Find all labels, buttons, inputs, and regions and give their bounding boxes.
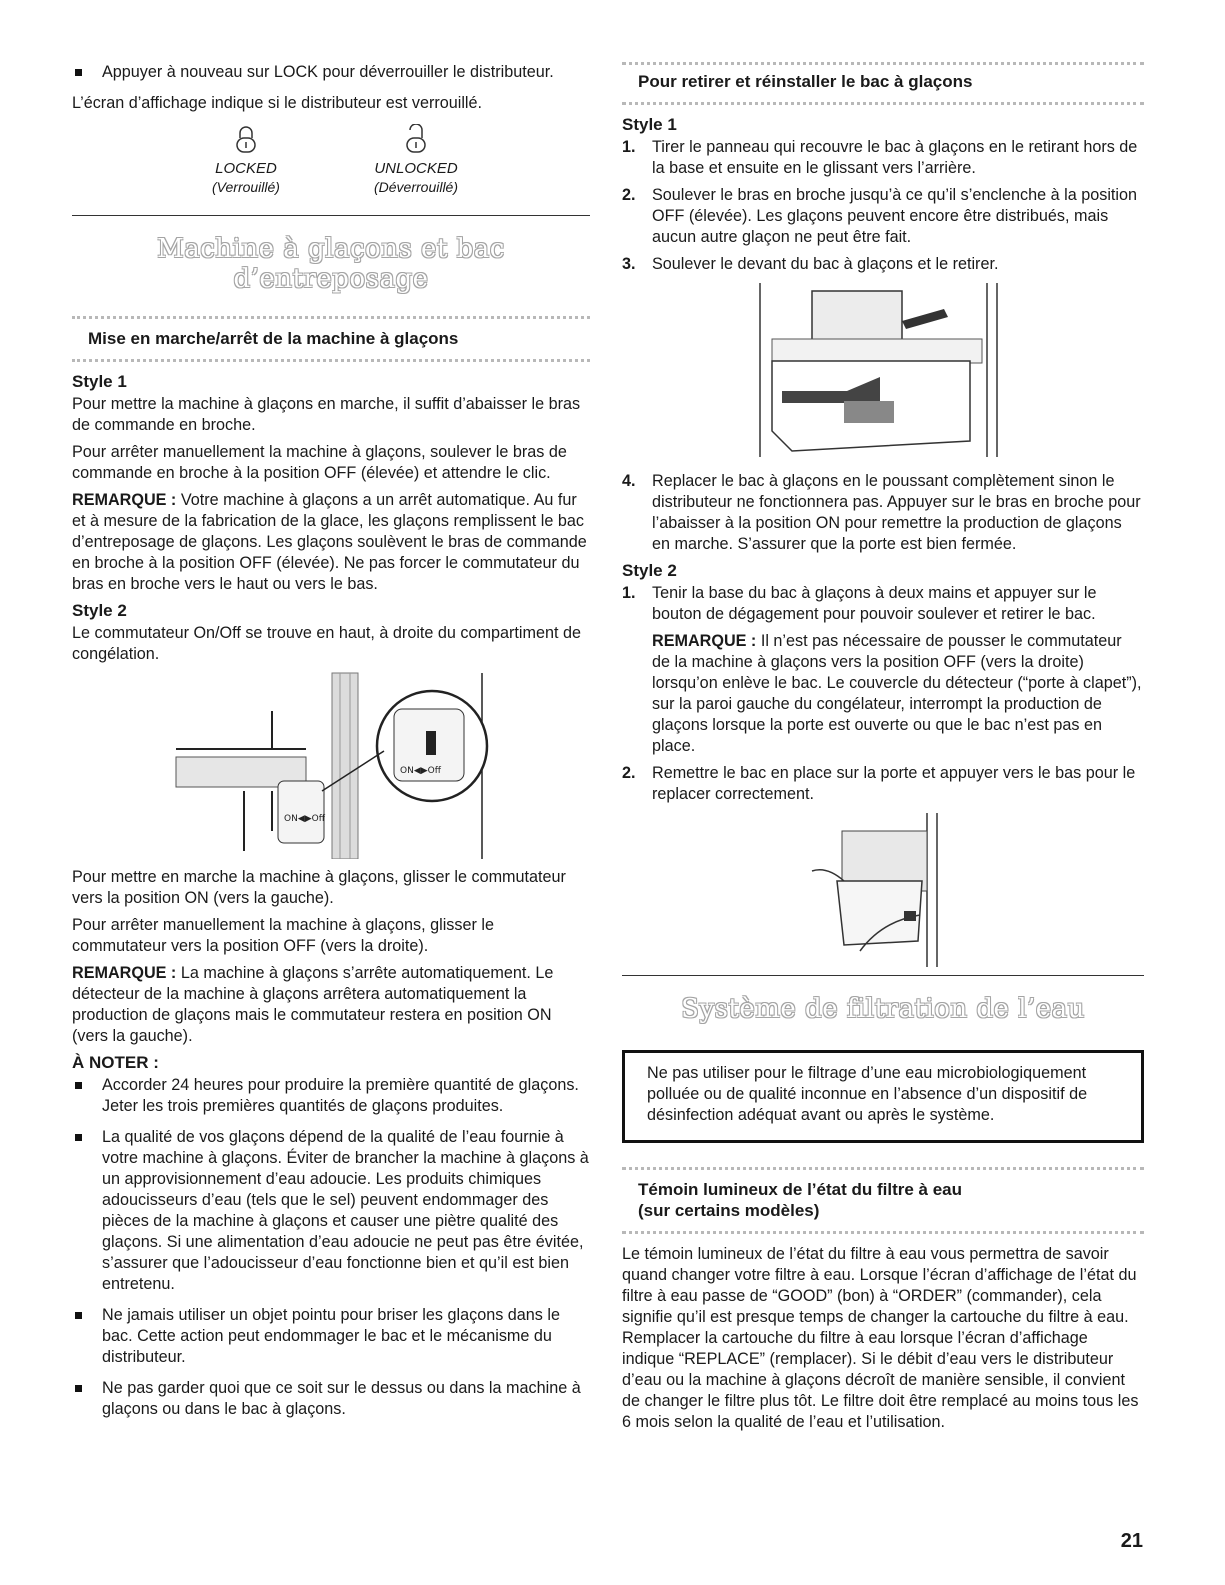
page-number: 21	[1120, 1530, 1143, 1552]
paragraph: Pour arrêter manuellement la machine à glaçons, soulever le bras de commande en broche à la position OFF (élevée) et attendre le clic.	[72, 443, 567, 482]
paragraph: L’écran d’affichage indique si le distributeur est verrouillé.	[72, 94, 483, 112]
unlocked-label: UNLOCKED	[374, 160, 458, 177]
bullet-square-icon	[75, 1082, 82, 1089]
step-item: 1. Tirer le panneau qui recouvre le bac à glaçons en le retirant hors de la base et ensuite en le glissant vers l’arrière.	[622, 138, 1138, 177]
paragraph: Pour mettre en marche la machine à glaçons, glisser le commutateur vers la position ON (vers la gauche).	[72, 868, 566, 907]
left-column	[72, 62, 590, 1430]
bullet-square-icon	[75, 1134, 82, 1141]
svg-text:ON◀▶Off: ON◀▶Off	[400, 766, 441, 776]
paragraph: Le commutateur On/Off se trouve en haut, à droite du compartiment de congélation.	[72, 624, 581, 663]
lock-status-icons	[72, 124, 590, 197]
locked-label: LOCKED	[215, 160, 277, 177]
a-noter-heading: À NOTER :	[72, 1053, 159, 1072]
style2-heading: Style 2	[72, 601, 127, 620]
style1-heading: Style 1	[72, 372, 127, 391]
ice-bin-style2-illustration	[622, 811, 1144, 969]
list-item: Accorder 24 heures pour produire la première quantité de glaçons. Jeter les trois premières quantités de glaçons produites.	[72, 1075, 590, 1117]
style2-heading: Style 2	[622, 561, 677, 580]
warning-text: Ne pas utiliser pour le filtrage d’une eau microbiologiquement polluée ou de qualité inconnue en l’absence d’un dispositif de désinfection adéquat avant ou après le système.	[647, 1064, 1088, 1124]
warning-box	[622, 1050, 1144, 1143]
unlocked-padlock-icon	[404, 124, 428, 154]
list-item: Ne pas garder quoi que ce soit sur le dessus ou dans la machine à glaçons ou dans le bac à glaçons.	[72, 1378, 590, 1420]
note-paragraph: REMARQUE : La machine à glaçons s’arrête automatiquement. Le détecteur de la machine à glaçons arrêtera automatiquement la production de glaçons mais le commutateur restera en position ON (vers la gauche).	[72, 964, 554, 1045]
step-item: 3. Soulever le devant du bac à glaçons et le retirer.	[622, 255, 999, 273]
style1-heading: Style 1	[622, 115, 677, 134]
locked-indicator	[191, 124, 301, 197]
note-paragraph: REMARQUE : Votre machine à glaçons a un arrêt automatique. Au fur et à mesure de la fabrication de la glace, les glaçons remplissent le bac d’entreposage de glaçons. Les glaçons soulèvent le bras de commande en broche à la position OFF (élevée). Ne pas forcer le commutateur du bras en broche vers le haut ou vers le bas.	[72, 491, 587, 593]
unlocked-indicator	[361, 124, 471, 197]
right-column	[622, 62, 1144, 1439]
subheading-remove-bin: Pour retirer et réinstaller le bac à glaçons	[622, 62, 1144, 105]
bullet-square-icon	[75, 69, 82, 76]
bullet-square-icon	[75, 1385, 82, 1392]
paragraph: Le témoin lumineux de l’état du filtre à eau vous permettra de savoir quand changer votre filtre à eau. Lorsque l’écran d’affichage de l’état du filtre à eau passe de “GOOD” (bon) à “ORDER” (commander), cela signifie qu’il est presque temps de changer la cartouche du filtre à eau. Remplacer la cartouche du filtre à eau lorsque l’écran d’affichage indique “REPLACE” (remplacer). Si le débit d’eau vers le distributeur d’eau ou la machine à glaçons décroît de manière sensible, il convient de changer le filtre plus tôt. Le filtre doit être remplacé au moins tous les 6 mois selon la qualité de l’eau et l’utilisation.	[622, 1245, 1139, 1431]
list-item: Ne jamais utiliser un objet pointu pour briser les glaçons dans le bac. Cette action peut endommager le bac et le mécanisme du distributeur.	[72, 1305, 590, 1368]
unlocked-sub-label: (Déverrouillé)	[373, 179, 459, 195]
svg-text:ON◀▶Off: ON◀▶Off	[284, 814, 325, 824]
subheading-filter-status: Témoin lumineux de l’état du filtre à eau (sur certains modèles)	[622, 1167, 1144, 1234]
note-paragraph: REMARQUE : Il n’est pas nécessaire de pousser le commutateur de la machine à glaçons vers la position OFF (vers la droite) lorsqu’on enlève le bac. Le couvercle du détecteur (“porte à clapet”), sur la paroi gauche du congélateur, interrompt la production de glaçons lorsque la porte est ouverte ou que le bac n’est pas en place.	[652, 632, 1142, 755]
subheading-onoff: Mise en marche/arrêt de la machine à glaçons	[72, 316, 590, 362]
step-item: 2. Remettre le bac en place sur la porte et appuyer vers le bas pour le replacer correctement.	[622, 764, 1136, 803]
list-item: La qualité de vos glaçons dépend de la qualité de l’eau fournie à votre machine à glaçons. Éviter de brancher la machine à glaçons à un approvisionnement d’eau adoucie. Les produits chimiques adoucisseurs d’eau (tels que le sel) peuvent endommager des pièces de la machine à glaçons et causer une piètre qualité des glaçons. Si une alimentation d’eau adoucie ne peut pas être évitée, s’assurer que l’adoucisseur d’eau fonctionne bien et qu’il est bien entretenu.	[72, 1127, 590, 1295]
onoff-switch-illustration	[72, 671, 590, 859]
paragraph: Pour arrêter manuellement la machine à glaçons, glisser le commutateur vers la position OFF (vers la droite).	[72, 916, 494, 955]
locked-sub-label: (Verrouillé)	[212, 179, 280, 195]
section-title-icemaker: Machine à glaçons et bac d’entreposage	[157, 234, 505, 294]
section-title-filtration: Système de filtration de l’eau	[681, 994, 1085, 1024]
ice-bin-style1-illustration	[622, 281, 1144, 463]
locked-padlock-icon	[234, 124, 258, 154]
step-item: 4. Replacer le bac à glaçons en le poussant complètement sinon le distributeur ne fonctionnera pas. Appuyer sur le bras en broche pour l’abaisser à la position ON pour remettre la production de glaçons en marche. S’assurer que la porte est bien fermée.	[622, 472, 1141, 553]
step-item: 2. Soulever le bras en broche jusqu’à ce qu’il s’enclenche à la position OFF (élevée). Les glaçons peuvent encore être distribués, mais aucun autre glaçon ne peut être fait.	[622, 186, 1138, 246]
list-item: Appuyer à nouveau sur LOCK pour déverrouiller le distributeur.	[72, 62, 590, 83]
step-item: 1. Tenir la base du bac à glaçons à deux mains et appuyer sur le bouton de dégagement pour pouvoir soulever et retirer le bac. REMARQUE : Il n’est pas nécessaire de pousser le commutateur de la machine à glaçons vers la position OFF (vers la droite) lorsqu’on enlève le bac. Le couvercle du détecteur (“porte à clapet”), sur la paroi gauche du congélateur, interrompt la production de glaçons lorsque la porte est ouverte ou que le bac n’est pas en place.	[622, 583, 1144, 757]
bullet-square-icon	[75, 1312, 82, 1319]
paragraph: Pour mettre la machine à glaçons en marche, il suffit d’abaisser le bras de commande en broche.	[72, 395, 581, 434]
